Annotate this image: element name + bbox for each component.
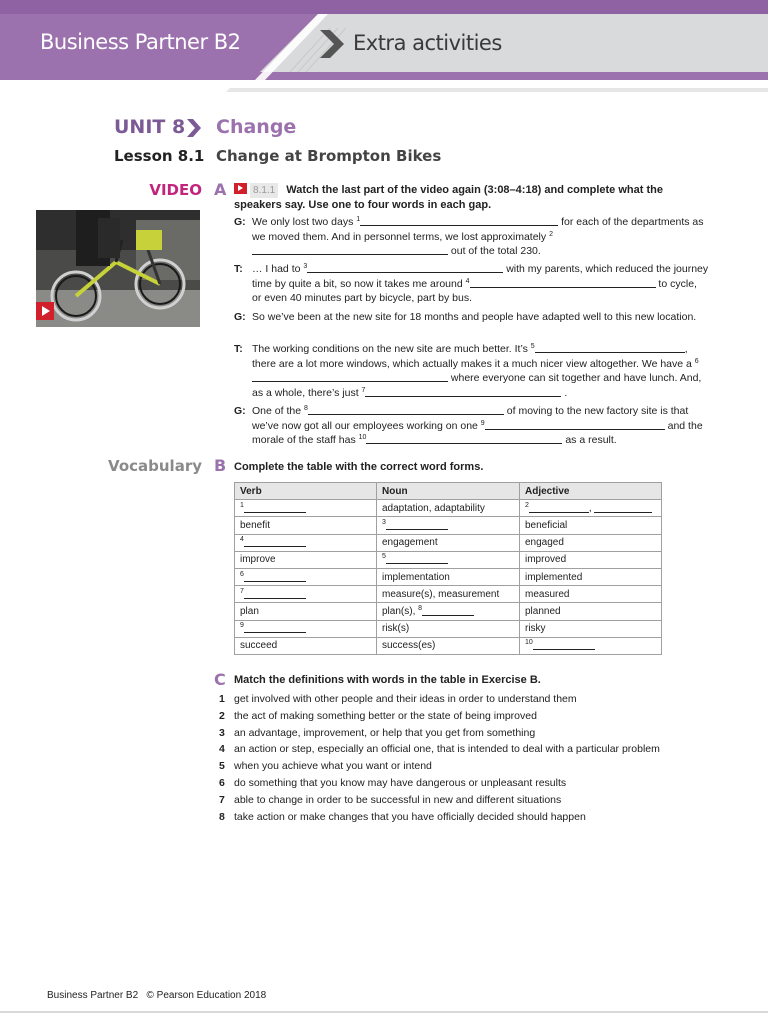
dialogue-line-2: T: … I had to $^3$ with my parents, which reduced the journey time by quite a bit, so now it takes me around $^4$ to cycle, or even 40 minutes part by bicycle, part by bus. — [234, 263, 709, 304]
footer-copyright: © Pearson Education 2018 — [146, 990, 267, 1001]
book-title: Business Partner B2 — [40, 30, 241, 54]
speaker: G: — [234, 216, 246, 228]
list-item: 7 able to change in order to be successful in new and different situations — [219, 793, 562, 806]
noun-cell[interactable]: 3 — [377, 517, 520, 534]
verb-cell: succeed — [235, 637, 377, 654]
adjective-cell: planned — [520, 603, 662, 620]
table-gap-9[interactable] — [244, 623, 306, 633]
verb-cell: benefit — [235, 517, 377, 534]
noun-cell: success(es) — [377, 637, 520, 654]
adjective-cell[interactable]: 10 — [520, 637, 662, 654]
verb-cell: plan — [235, 603, 377, 620]
table-gap-1[interactable] — [244, 503, 306, 513]
footer — [47, 990, 266, 1001]
gap-1[interactable] — [360, 215, 558, 226]
definitions-list — [216, 691, 716, 825]
noun-cell[interactable]: plan(s), $^8$ — [377, 603, 520, 620]
adjective-cell: engaged — [520, 534, 662, 551]
dialogue-line-1: G: We only lost two days $^1$ for each of the departments as we moved them. And in personnel terms, we lost approximately $^2$ out of the total 230. — [234, 216, 704, 257]
word-forms-table — [234, 482, 662, 655]
table-gap-2b[interactable] — [594, 503, 652, 513]
adjective-cell: improved — [520, 551, 662, 568]
noun-cell: risk(s) — [377, 620, 520, 637]
footer-divider — [0, 1011, 768, 1013]
section-title: Extra activities — [353, 31, 502, 55]
table-row — [235, 551, 662, 568]
list-item: 4 an action or step, especially an official one, that is intended to deal with a particular problem — [219, 743, 660, 756]
unit-chevron-icon — [186, 119, 202, 137]
verb-cell: improve — [235, 551, 377, 568]
footer-book: Business Partner B2 — [47, 990, 139, 1001]
table-gap-4[interactable] — [244, 537, 306, 547]
adjective-cell: risky — [520, 620, 662, 637]
noun-cell: engagement — [377, 534, 520, 551]
section-b-letter: B — [214, 456, 227, 475]
table-gap-5[interactable] — [386, 554, 448, 564]
table-row — [235, 637, 662, 654]
noun-cell: implementation — [377, 568, 520, 585]
gap-3[interactable] — [307, 262, 503, 273]
section-b-instruction: Complete the table with the correct word forms. — [234, 461, 484, 473]
noun-cell[interactable]: 5 — [377, 551, 520, 568]
section-a-instruction: Watch the last part of the video again (3:08–4:18) and complete what the speakers say. Use one to four words in each gap. — [234, 184, 663, 211]
table-gap-3[interactable] — [386, 520, 448, 530]
section-c-letter: C — [214, 670, 226, 689]
list-item: 2 the act of making something better or the state of being improved — [219, 709, 537, 722]
track-number: 8.1.1 — [250, 183, 278, 198]
header-noun: Noun — [377, 483, 520, 500]
gap-9[interactable] — [485, 419, 665, 430]
lesson-name: Change at Brompton Bikes — [216, 147, 442, 165]
table-row — [235, 534, 662, 551]
bike-photo — [36, 210, 200, 327]
verb-cell[interactable]: 1 — [235, 500, 377, 517]
adjective-cell: implemented — [520, 568, 662, 585]
table-row — [235, 620, 662, 637]
table-row — [235, 500, 662, 517]
gap-8[interactable] — [308, 404, 504, 415]
section-a-letter: A — [214, 180, 227, 199]
gap-5[interactable] — [535, 342, 685, 353]
table-gap-6[interactable] — [244, 572, 306, 582]
unit-name: Change — [216, 116, 297, 138]
video-track-icon[interactable] — [234, 183, 247, 194]
header-verb: Verb — [235, 483, 377, 500]
gap-4[interactable] — [470, 277, 656, 288]
table-gap-7[interactable] — [244, 589, 306, 599]
lesson-label: Lesson 8.1 — [114, 147, 205, 165]
play-icon — [36, 302, 54, 320]
gap-7[interactable] — [365, 386, 561, 397]
verb-cell[interactable]: 6 — [235, 568, 377, 585]
verb-cell[interactable]: 9 — [235, 620, 377, 637]
video-label: VIDEO — [149, 181, 202, 199]
video-thumbnail[interactable] — [36, 210, 200, 327]
list-item: 5 when you achieve what you want or intend — [219, 760, 432, 773]
video-play-button[interactable] — [36, 302, 54, 320]
table-row — [235, 517, 662, 534]
verb-cell[interactable]: 4 — [235, 534, 377, 551]
list-item: 3 an advantage, improvement, or help that you get from something — [219, 726, 536, 739]
list-item: 1 get involved with other people and their ideas in order to understand them — [219, 693, 577, 705]
table-row — [235, 586, 662, 603]
vocabulary-label: Vocabulary — [108, 457, 202, 475]
noun-cell: adaptation, adaptability — [377, 500, 520, 517]
table-row — [235, 568, 662, 585]
list-item: 8 take action or make changes that you have officially decided should happen — [219, 810, 586, 823]
adjective-cell: measured — [520, 586, 662, 603]
unit-label: UNIT 8 — [114, 116, 186, 138]
verb-cell[interactable]: 7 — [235, 586, 377, 603]
dialogue-line-3: G: So we’ve been at the new site for 18 months and people have adapted well to this new location. — [234, 311, 697, 323]
table-gap-10[interactable] — [533, 640, 595, 650]
dialogue-line-4: T: The working conditions on the new site are much better. It’s $^5$ , there are a lot more windows, which actually makes it a much nicer view altogether. We have a $^6$ where everyone can sit together and have lunch. And, as a whole, there’s just $^7$ . — [234, 343, 702, 399]
adjective-cell: beneficial — [520, 517, 662, 534]
table-row — [235, 603, 662, 620]
section-c-instruction: Match the definitions with words in the table in Exercise B. — [234, 674, 541, 686]
header-chevron-icon — [320, 30, 346, 58]
noun-cell: measure(s), measurement — [377, 586, 520, 603]
gap-10[interactable] — [366, 433, 562, 444]
table-header-row — [235, 483, 662, 500]
header-adjective: Adjective — [520, 483, 662, 500]
list-item: 6 do something that you know may have dangerous or unpleasant results — [219, 776, 567, 789]
gap-6[interactable] — [252, 371, 448, 382]
adjective-cell[interactable]: $^2$ , — [520, 500, 662, 517]
dialogue-line-5: G: One of the $^8$ of moving to the new factory site is that we’ve now got all our employees working on one $^9$ and the morale of the staff has $^{10}$ as a result. — [234, 405, 703, 446]
table-gap-2a[interactable] — [529, 503, 589, 513]
section-a-instruction-block — [234, 183, 704, 213]
table-gap-8[interactable] — [422, 606, 474, 616]
gap-2[interactable] — [252, 244, 448, 255]
